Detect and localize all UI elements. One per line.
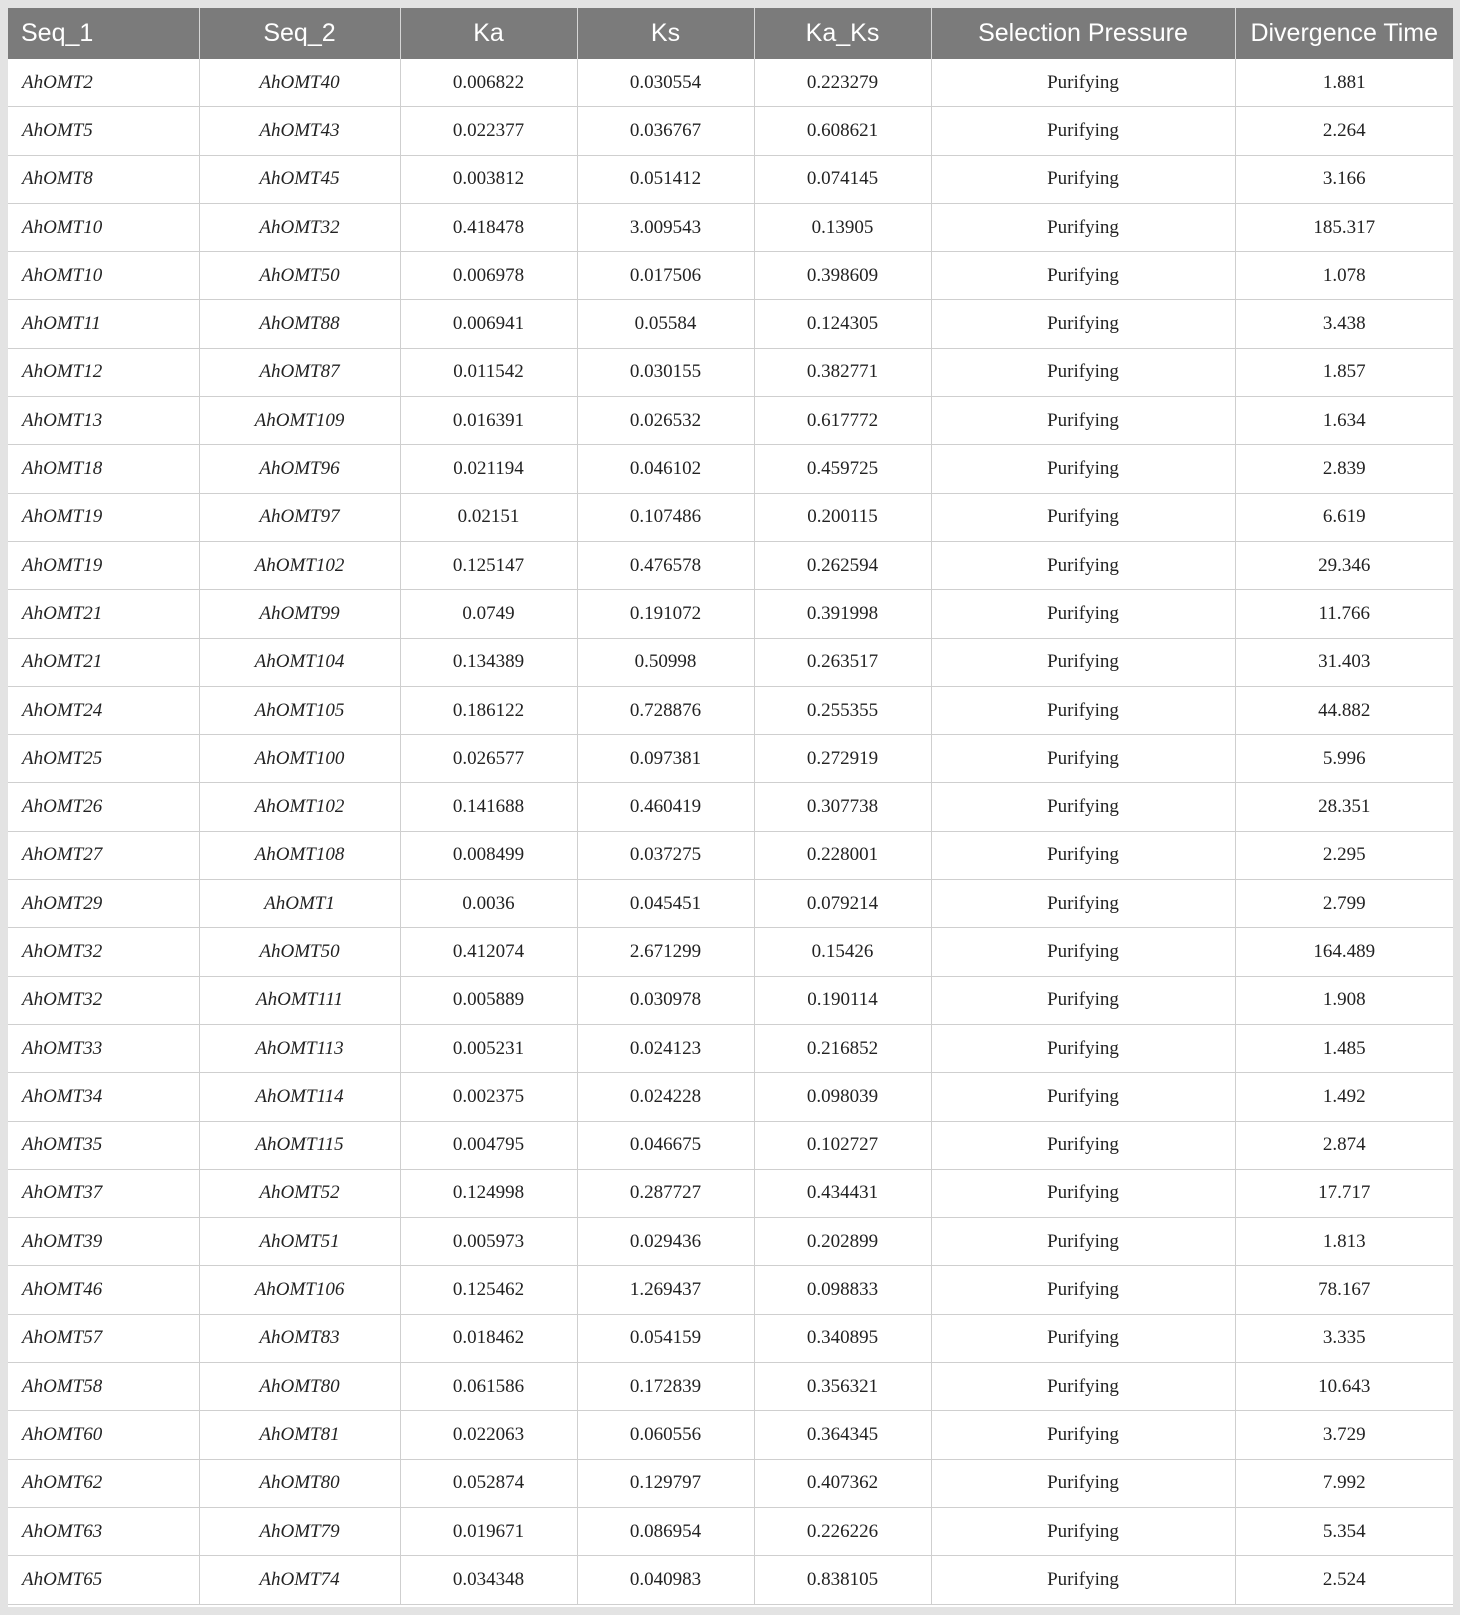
cell-seq1: AhOMT37 [8,1169,199,1217]
cell-ks: 0.030155 [577,348,754,396]
cell-selection-pressure: Purifying [931,831,1235,879]
cell-divergence-time: 1.813 [1235,1218,1453,1266]
cell-seq1: AhOMT29 [8,880,199,928]
cell-ka: 0.124998 [400,1169,577,1217]
cell-seq2: AhOMT105 [199,686,400,734]
table-row [8,1121,1453,1169]
cell-ks: 0.037275 [577,831,754,879]
cell-ks: 3.009543 [577,203,754,251]
cell-ks: 0.026532 [577,397,754,445]
cell-seq1: AhOMT11 [8,300,199,348]
cell-selection-pressure: Purifying [931,1459,1235,1507]
cell-ka-ks: 0.617772 [754,397,931,445]
cell-divergence-time: 17.717 [1235,1169,1453,1217]
cell-divergence-time: 3.166 [1235,155,1453,203]
cell-ka-ks: 0.838105 [754,1556,931,1604]
cell-seq2: AhOMT45 [199,155,400,203]
cell-ka: 0.021194 [400,445,577,493]
table-row [8,783,1453,831]
cell-ka: 0.011542 [400,348,577,396]
cell-seq1: AhOMT58 [8,1363,199,1411]
cell-ka-ks: 0.263517 [754,638,931,686]
cell-divergence-time: 28.351 [1235,783,1453,831]
cell-selection-pressure: Purifying [931,1024,1235,1072]
cell-selection-pressure: Purifying [931,155,1235,203]
cell-ka: 0.006941 [400,300,577,348]
cell-seq1: AhOMT26 [8,783,199,831]
table-row [8,831,1453,879]
cell-seq1: AhOMT32 [8,928,199,976]
cell-ka: 0.061586 [400,1363,577,1411]
table-row [8,1556,1453,1604]
cell-ka-ks: 0.226226 [754,1507,931,1555]
table-row [8,1169,1453,1217]
cell-divergence-time: 1.485 [1235,1024,1453,1072]
cell-ks: 0.045451 [577,880,754,928]
cell-seq2: AhOMT111 [199,976,400,1024]
cell-ka: 0.002375 [400,1073,577,1121]
table-row [8,735,1453,783]
table-row [8,976,1453,1024]
cell-seq1: AhOMT21 [8,590,199,638]
cell-ka-ks: 0.356321 [754,1363,931,1411]
cell-seq2: AhOMT79 [199,1507,400,1555]
cell-seq2: AhOMT52 [199,1169,400,1217]
header-selection-pressure: Selection Pressure [931,8,1235,59]
table-row [8,1266,1453,1314]
cell-seq2: AhOMT81 [199,1411,400,1459]
cell-seq2: AhOMT108 [199,831,400,879]
cell-ka: 0.004795 [400,1121,577,1169]
cell-ka-ks: 0.124305 [754,300,931,348]
cell-selection-pressure: Purifying [931,445,1235,493]
cell-divergence-time: 1.634 [1235,397,1453,445]
cell-ks: 0.046675 [577,1121,754,1169]
cell-seq1: AhOMT10 [8,252,199,300]
cell-selection-pressure: Purifying [931,928,1235,976]
cell-ka-ks: 0.15426 [754,928,931,976]
cell-ks: 0.054159 [577,1314,754,1362]
cell-selection-pressure: Purifying [931,880,1235,928]
cell-ks: 0.728876 [577,686,754,734]
header-row [8,8,1453,59]
cell-divergence-time: 1.857 [1235,348,1453,396]
cell-seq1: AhOMT13 [8,397,199,445]
table-row [8,1024,1453,1072]
cell-selection-pressure: Purifying [931,1121,1235,1169]
cell-ks: 0.129797 [577,1459,754,1507]
cell-selection-pressure: Purifying [931,493,1235,541]
cell-ka: 0.186122 [400,686,577,734]
table-row [8,590,1453,638]
table-row [8,1314,1453,1362]
cell-seq1: AhOMT39 [8,1218,199,1266]
cell-seq1: AhOMT33 [8,1024,199,1072]
cell-seq1: AhOMT35 [8,1121,199,1169]
cell-selection-pressure: Purifying [931,1218,1235,1266]
cell-selection-pressure: Purifying [931,686,1235,734]
cell-selection-pressure: Purifying [931,1266,1235,1314]
cell-selection-pressure: Purifying [931,252,1235,300]
cell-ks: 0.172839 [577,1363,754,1411]
cell-divergence-time: 2.295 [1235,831,1453,879]
cell-ka: 0.0749 [400,590,577,638]
cell-seq2: AhOMT50 [199,928,400,976]
cell-divergence-time: 1.492 [1235,1073,1453,1121]
cell-divergence-time: 11.766 [1235,590,1453,638]
cell-ka-ks: 0.434431 [754,1169,931,1217]
table-row [8,348,1453,396]
cell-ka: 0.02151 [400,493,577,541]
table-row [8,1411,1453,1459]
cell-seq2: AhOMT80 [199,1363,400,1411]
cell-ka-ks: 0.223279 [754,59,931,107]
table-row [8,300,1453,348]
cell-divergence-time: 44.882 [1235,686,1453,734]
table-row [8,493,1453,541]
cell-seq1: AhOMT65 [8,1556,199,1604]
cell-ka-ks: 0.200115 [754,493,931,541]
cell-divergence-time: 2.264 [1235,107,1453,155]
cell-ks: 0.030978 [577,976,754,1024]
cell-ks: 0.036767 [577,107,754,155]
table-row [8,880,1453,928]
cell-ka-ks: 0.255355 [754,686,931,734]
cell-selection-pressure: Purifying [931,976,1235,1024]
cell-seq2: AhOMT102 [199,783,400,831]
cell-selection-pressure: Purifying [931,735,1235,783]
cell-divergence-time: 3.729 [1235,1411,1453,1459]
cell-selection-pressure: Purifying [931,1411,1235,1459]
table-row [8,541,1453,589]
cell-ks: 0.086954 [577,1507,754,1555]
cell-ka: 0.003812 [400,155,577,203]
cell-divergence-time: 2.874 [1235,1121,1453,1169]
table-row [8,1218,1453,1266]
cell-ka: 0.006822 [400,59,577,107]
cell-ka: 0.412074 [400,928,577,976]
cell-ka: 0.016391 [400,397,577,445]
cell-seq2: AhOMT100 [199,735,400,783]
cell-ks: 0.051412 [577,155,754,203]
cell-seq2: AhOMT106 [199,1266,400,1314]
cell-seq2: AhOMT50 [199,252,400,300]
cell-ks: 0.460419 [577,783,754,831]
cell-ks: 0.060556 [577,1411,754,1459]
cell-seq2: AhOMT104 [199,638,400,686]
cell-selection-pressure: Purifying [931,348,1235,396]
cell-ka-ks: 0.272919 [754,735,931,783]
cell-divergence-time: 78.167 [1235,1266,1453,1314]
table-body [8,59,1453,1604]
table-row [8,155,1453,203]
cell-ka-ks: 0.228001 [754,831,931,879]
cell-ks: 0.030554 [577,59,754,107]
cell-ks: 0.017506 [577,252,754,300]
cell-ka: 0.125147 [400,541,577,589]
cell-ks: 0.05584 [577,300,754,348]
cell-seq2: AhOMT80 [199,1459,400,1507]
cell-selection-pressure: Purifying [931,590,1235,638]
cell-divergence-time: 7.992 [1235,1459,1453,1507]
cell-seq2: AhOMT51 [199,1218,400,1266]
cell-ka-ks: 0.398609 [754,252,931,300]
cell-selection-pressure: Purifying [931,1314,1235,1362]
cell-ka: 0.022377 [400,107,577,155]
header-ka: Ka [400,8,577,59]
cell-divergence-time: 29.346 [1235,541,1453,589]
table-row [8,397,1453,445]
table-row [8,1507,1453,1555]
cell-ks: 0.040983 [577,1556,754,1604]
cell-ka-ks: 0.102727 [754,1121,931,1169]
cell-ka-ks: 0.364345 [754,1411,931,1459]
cell-ka-ks: 0.340895 [754,1314,931,1362]
cell-selection-pressure: Purifying [931,397,1235,445]
cell-ka-ks: 0.098039 [754,1073,931,1121]
cell-selection-pressure: Purifying [931,1169,1235,1217]
cell-seq2: AhOMT74 [199,1556,400,1604]
cell-selection-pressure: Purifying [931,783,1235,831]
cell-seq2: AhOMT99 [199,590,400,638]
cell-ka: 0.141688 [400,783,577,831]
cell-seq2: AhOMT115 [199,1121,400,1169]
cell-seq1: AhOMT63 [8,1507,199,1555]
header-divergence-time: Divergence Time [1235,8,1453,59]
cell-seq2: AhOMT109 [199,397,400,445]
cell-ka: 0.022063 [400,1411,577,1459]
cell-ka-ks: 0.13905 [754,203,931,251]
header-ks: Ks [577,8,754,59]
cell-ka-ks: 0.407362 [754,1459,931,1507]
cell-seq2: AhOMT87 [199,348,400,396]
cell-seq1: AhOMT32 [8,976,199,1024]
cell-ka: 0.418478 [400,203,577,251]
cell-ka-ks: 0.608621 [754,107,931,155]
table-row [8,1459,1453,1507]
cell-divergence-time: 185.317 [1235,203,1453,251]
cell-seq1: AhOMT34 [8,1073,199,1121]
cell-ka-ks: 0.202899 [754,1218,931,1266]
cell-seq1: AhOMT27 [8,831,199,879]
table-row [8,1073,1453,1121]
cell-ks: 0.029436 [577,1218,754,1266]
cell-ks: 0.097381 [577,735,754,783]
cell-ka: 0.008499 [400,831,577,879]
cell-divergence-time: 31.403 [1235,638,1453,686]
cell-ka: 0.019671 [400,1507,577,1555]
cell-ks: 0.024228 [577,1073,754,1121]
table-row [8,1363,1453,1411]
cell-ka-ks: 0.190114 [754,976,931,1024]
cell-divergence-time: 6.619 [1235,493,1453,541]
cell-divergence-time: 5.996 [1235,735,1453,783]
cell-selection-pressure: Purifying [931,1556,1235,1604]
table-row [8,638,1453,686]
cell-seq1: AhOMT25 [8,735,199,783]
cell-seq1: AhOMT10 [8,203,199,251]
cell-divergence-time: 164.489 [1235,928,1453,976]
header-seq1: Seq_1 [8,8,199,59]
cell-seq2: AhOMT96 [199,445,400,493]
cell-selection-pressure: Purifying [931,107,1235,155]
cell-ks: 0.024123 [577,1024,754,1072]
cell-seq2: AhOMT113 [199,1024,400,1072]
table-row [8,59,1453,107]
cell-ka: 0.0036 [400,880,577,928]
cell-ks: 0.50998 [577,638,754,686]
cell-seq1: AhOMT8 [8,155,199,203]
cell-ka-ks: 0.074145 [754,155,931,203]
cell-selection-pressure: Purifying [931,541,1235,589]
cell-ka: 0.052874 [400,1459,577,1507]
cell-seq2: AhOMT97 [199,493,400,541]
cell-seq1: AhOMT21 [8,638,199,686]
cell-ka-ks: 0.216852 [754,1024,931,1072]
cell-seq1: AhOMT5 [8,107,199,155]
cell-divergence-time: 3.335 [1235,1314,1453,1362]
cell-ka: 0.034348 [400,1556,577,1604]
cell-selection-pressure: Purifying [931,59,1235,107]
cell-ka: 0.005973 [400,1218,577,1266]
cell-ks: 1.269437 [577,1266,754,1314]
cell-ka: 0.006978 [400,252,577,300]
ka-ks-table [8,8,1453,1605]
cell-ka-ks: 0.382771 [754,348,931,396]
cell-divergence-time: 1.881 [1235,59,1453,107]
cell-divergence-time: 5.354 [1235,1507,1453,1555]
cell-ka-ks: 0.098833 [754,1266,931,1314]
cell-ka-ks: 0.459725 [754,445,931,493]
table-row [8,107,1453,155]
cell-seq2: AhOMT114 [199,1073,400,1121]
cell-seq1: AhOMT24 [8,686,199,734]
cell-seq2: AhOMT43 [199,107,400,155]
cell-divergence-time: 10.643 [1235,1363,1453,1411]
cell-ks: 0.107486 [577,493,754,541]
header-seq2: Seq_2 [199,8,400,59]
cell-seq2: AhOMT102 [199,541,400,589]
cell-divergence-time: 2.524 [1235,1556,1453,1604]
table-frame [8,8,1453,1607]
table-row [8,203,1453,251]
cell-divergence-time: 2.839 [1235,445,1453,493]
cell-ks: 2.671299 [577,928,754,976]
cell-divergence-time: 1.908 [1235,976,1453,1024]
cell-seq2: AhOMT88 [199,300,400,348]
cell-ka: 0.005889 [400,976,577,1024]
table-row [8,928,1453,976]
cell-selection-pressure: Purifying [931,300,1235,348]
cell-seq1: AhOMT18 [8,445,199,493]
cell-seq1: AhOMT57 [8,1314,199,1362]
cell-seq1: AhOMT62 [8,1459,199,1507]
cell-ks: 0.046102 [577,445,754,493]
cell-ka: 0.026577 [400,735,577,783]
cell-seq1: AhOMT60 [8,1411,199,1459]
cell-selection-pressure: Purifying [931,1073,1235,1121]
cell-seq1: AhOMT2 [8,59,199,107]
cell-ks: 0.191072 [577,590,754,638]
cell-ka-ks: 0.079214 [754,880,931,928]
cell-divergence-time: 2.799 [1235,880,1453,928]
cell-divergence-time: 1.078 [1235,252,1453,300]
cell-ka-ks: 0.307738 [754,783,931,831]
cell-ka: 0.134389 [400,638,577,686]
cell-seq2: AhOMT40 [199,59,400,107]
cell-ks: 0.476578 [577,541,754,589]
cell-ka-ks: 0.391998 [754,590,931,638]
cell-seq1: AhOMT19 [8,541,199,589]
cell-ka: 0.018462 [400,1314,577,1362]
cell-ka: 0.005231 [400,1024,577,1072]
cell-ks: 0.287727 [577,1169,754,1217]
cell-selection-pressure: Purifying [931,203,1235,251]
cell-selection-pressure: Purifying [931,1363,1235,1411]
table-row [8,445,1453,493]
cell-selection-pressure: Purifying [931,638,1235,686]
cell-divergence-time: 3.438 [1235,300,1453,348]
cell-ka: 0.125462 [400,1266,577,1314]
cell-seq2: AhOMT32 [199,203,400,251]
cell-seq2: AhOMT1 [199,880,400,928]
cell-seq1: AhOMT19 [8,493,199,541]
cell-seq1: AhOMT12 [8,348,199,396]
cell-ka-ks: 0.262594 [754,541,931,589]
cell-selection-pressure: Purifying [931,1507,1235,1555]
header-ka-ks: Ka_Ks [754,8,931,59]
cell-seq1: AhOMT46 [8,1266,199,1314]
table-row [8,686,1453,734]
table-row [8,252,1453,300]
cell-seq2: AhOMT83 [199,1314,400,1362]
